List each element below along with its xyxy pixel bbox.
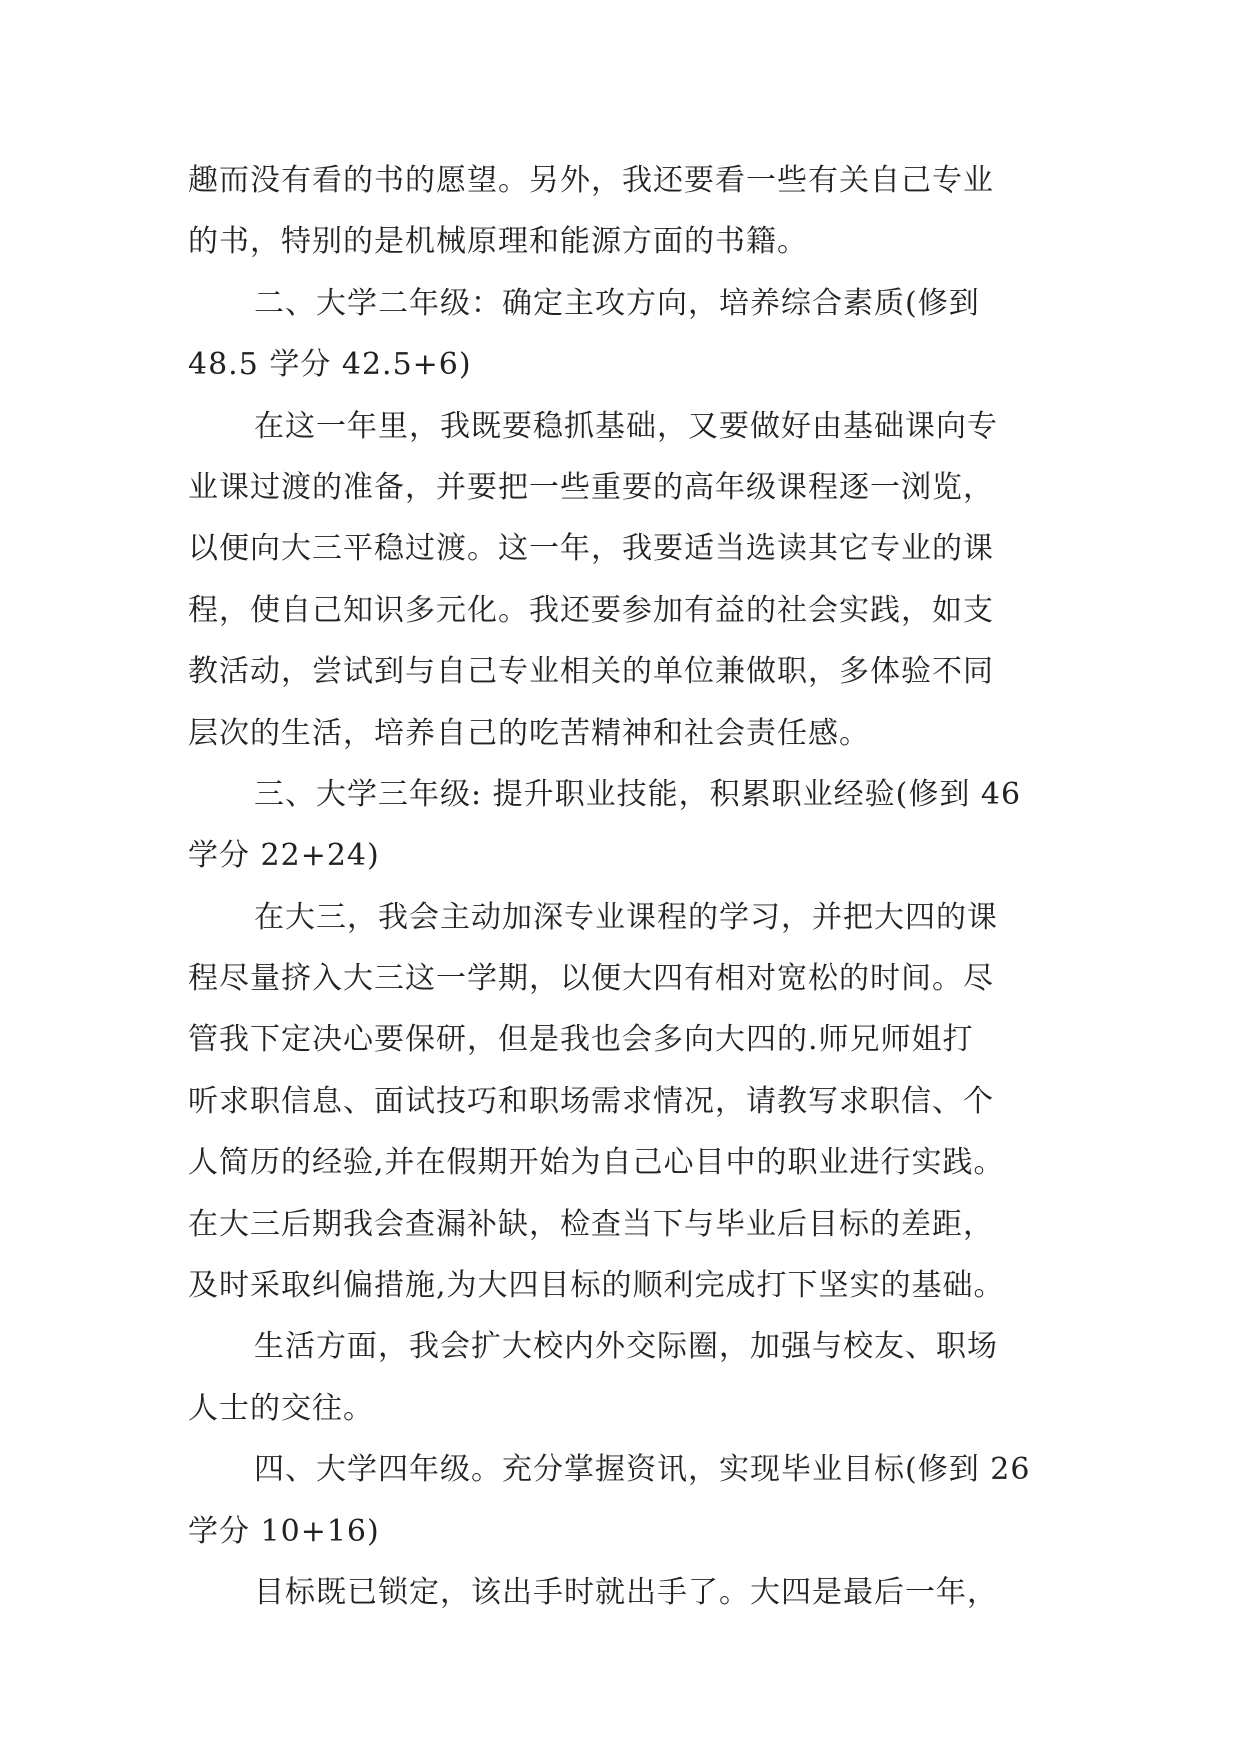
text-line: 听求职信息、面试技巧和职场需求情况，请教写求职信、个 [188,1083,994,1119]
text-line: 四、大学四年级。充分掌握资讯，实现毕业目标(修到 26 [254,1452,1031,1488]
text-line: 在大三，我会主动加深专业课程的学习，并把大四的课 [254,899,998,935]
text-line: 管我下定决心要保研，但是我也会多向大四的.师兄师姐打 [188,1022,974,1058]
text-line: 人简历的经验,并在假期开始为自己心目中的职业进行实践。 [188,1145,1005,1181]
text-line: 在这一年里，我既要稳抓基础，又要做好由基础课向专 [254,408,998,444]
text-line: 教活动，尝试到与自己专业相关的单位兼做职，多体验不同 [188,654,994,690]
text-line: 及时采取纠偏措施,为大四目标的顺利完成打下坚实的基础。 [188,1268,1005,1304]
text-line: 生活方面，我会扩大校内外交际圈，加强与校友、职场 [254,1329,998,1365]
text-line: 以便向大三平稳过渡。这一年，我要适当选读其它专业的课 [188,531,994,567]
text-line: 学分 10+16) [188,1513,380,1549]
text-line: 在大三后期我会查漏补缺，检查当下与毕业后目标的差距， [188,1206,994,1242]
text-line: 三、大学三年级: 提升职业技能，积累职业经验(修到 46 [254,776,1022,812]
text-line: 的书，特别的是机械原理和能源方面的书籍。 [188,224,808,260]
text-line: 48.5 学分 42.5+6) [188,347,472,383]
text-line: 趣而没有看的书的愿望。另外，我还要看一些有关自己专业 [188,163,994,198]
text-line: 层次的生活，培养自己的吃苦精神和社会责任感。 [188,715,870,751]
text-line: 程尽量挤入大三这一学期，以便大四有相对宽松的时间。尽 [188,961,994,997]
document-body [188,150,1048,1623]
text-line: 人士的交往。 [188,1390,374,1426]
text-line: 二、大学二年级：确定主攻方向，培养综合素质(修到 [254,285,980,321]
text-line: 程，使自己知识多元化。我还要参加有益的社会实践，如支 [188,592,994,628]
text-line: 业课过渡的准备，并要把一些重要的高年级课程逐一浏览， [188,469,994,505]
text-line: 学分 22+24) [188,838,380,874]
text-line: 目标既已锁定，该出手时就出手了。大四是最后一年， [254,1574,998,1610]
